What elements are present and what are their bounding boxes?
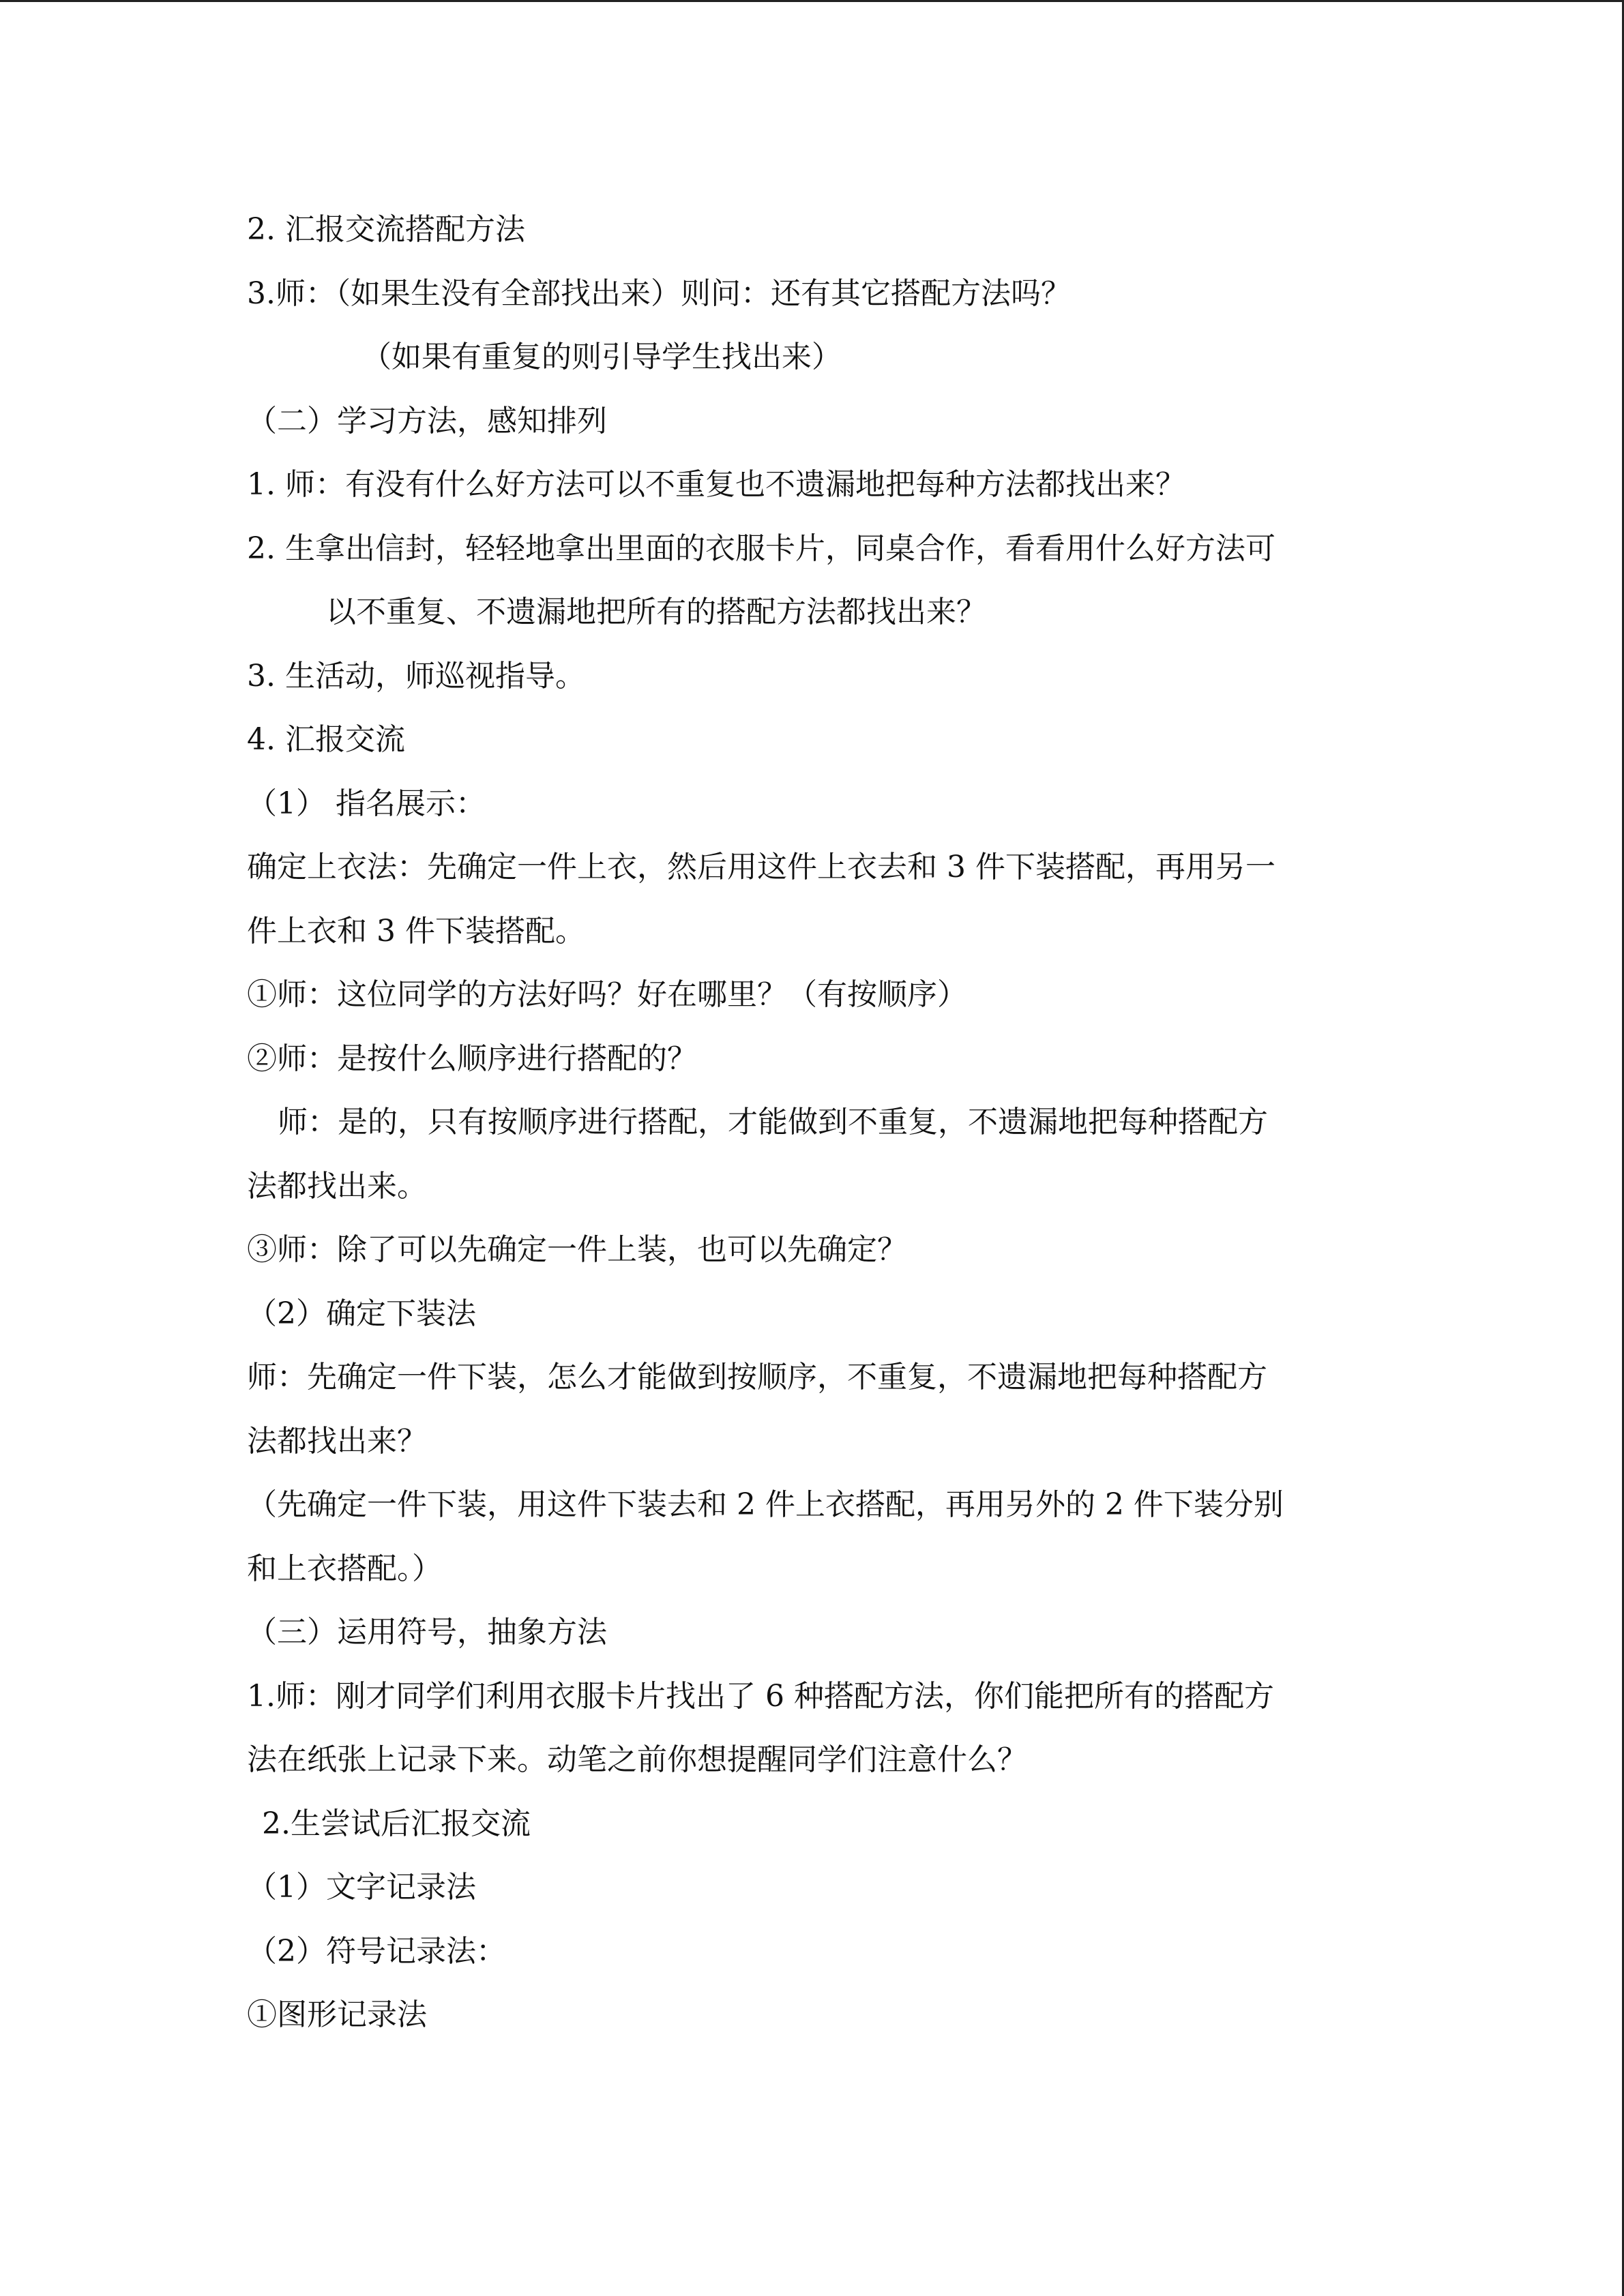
doc-line-21: （先确定一件下装，用这件下装去和 2 件上衣搭配，再用另外的 2 件下装分别: [247, 1487, 1284, 1522]
doc-line-4: （二）学习方法，感知排列: [247, 403, 607, 438]
doc-line-18: （2）确定下装法: [247, 1296, 476, 1331]
doc-line-17: ③师：除了可以先确定一件上装，也可以先确定？: [247, 1232, 907, 1267]
doc-line-5: 1. 师：有没有什么好方法可以不重复也不遗漏地把每种方法都找出来？: [247, 467, 1185, 502]
doc-line-19: 师：先确定一件下装，怎么才能做到按顺序，不重复，不遗漏地把每种搭配方: [247, 1360, 1267, 1395]
doc-line-6: 2. 生拿出信封，轻轻地拿出里面的衣服卡片，同桌合作，看看用什么好方法可: [247, 531, 1275, 566]
doc-line-3: （如果有重复的则引导学生找出来）: [361, 340, 842, 374]
doc-line-20: 法都找出来？: [247, 1423, 427, 1459]
doc-line-14: ②师：是按什么顺序进行搭配的？: [247, 1041, 697, 1076]
doc-line-12: 件上衣和 3 件下装搭配。: [247, 913, 585, 949]
doc-line-28: （2）符号记录法：: [247, 1933, 506, 1969]
doc-line-22: 和上衣搭配。）: [247, 1551, 442, 1586]
doc-line-11: 确定上衣法：先确定一件上衣，然后用这件上衣去和 3 件下装搭配，再用另一: [247, 850, 1275, 884]
document-body: [247, 198, 1393, 2047]
doc-line-10: （1） 指名展示：: [247, 786, 486, 821]
doc-line-8: 3. 生活动，师巡视指导。: [247, 658, 585, 694]
doc-line-27: （1）文字记录法: [247, 1870, 476, 1905]
doc-line-7: 以不重复、不遗漏地把所有的搭配方法都找出来？: [326, 595, 986, 629]
page-border-top: [0, 0, 1624, 2]
doc-line-24: 1.师：刚才同学们利用衣服卡片找出了 6 种搭配方法，你们能把所有的搭配方: [247, 1678, 1274, 1714]
doc-line-29: ①图形记录法: [247, 1997, 427, 2032]
doc-line-9: 4. 汇报交流: [247, 722, 405, 757]
doc-line-13: ①师：这位同学的方法好吗？好在哪里？（有按顺序）: [247, 977, 967, 1012]
doc-line-25: 法在纸张上记录下来。动笔之前你想提醒同学们注意什么？: [247, 1742, 1027, 1777]
doc-line-1: 2. 汇报交流搭配方法: [247, 212, 525, 247]
doc-line-26: 2.生尝试后汇报交流: [262, 1806, 531, 1841]
doc-line-2: 3.师：（如果生没有全部找出来）则问：还有其它搭配方法吗？: [247, 275, 1071, 311]
doc-line-16: 法都找出来。: [247, 1168, 427, 1204]
doc-line-23: （三）运用符号，抽象方法: [247, 1615, 607, 1650]
doc-line-15: 师：是的，只有按顺序进行搭配，才能做到不重复，不遗漏地把每种搭配方: [278, 1105, 1268, 1139]
